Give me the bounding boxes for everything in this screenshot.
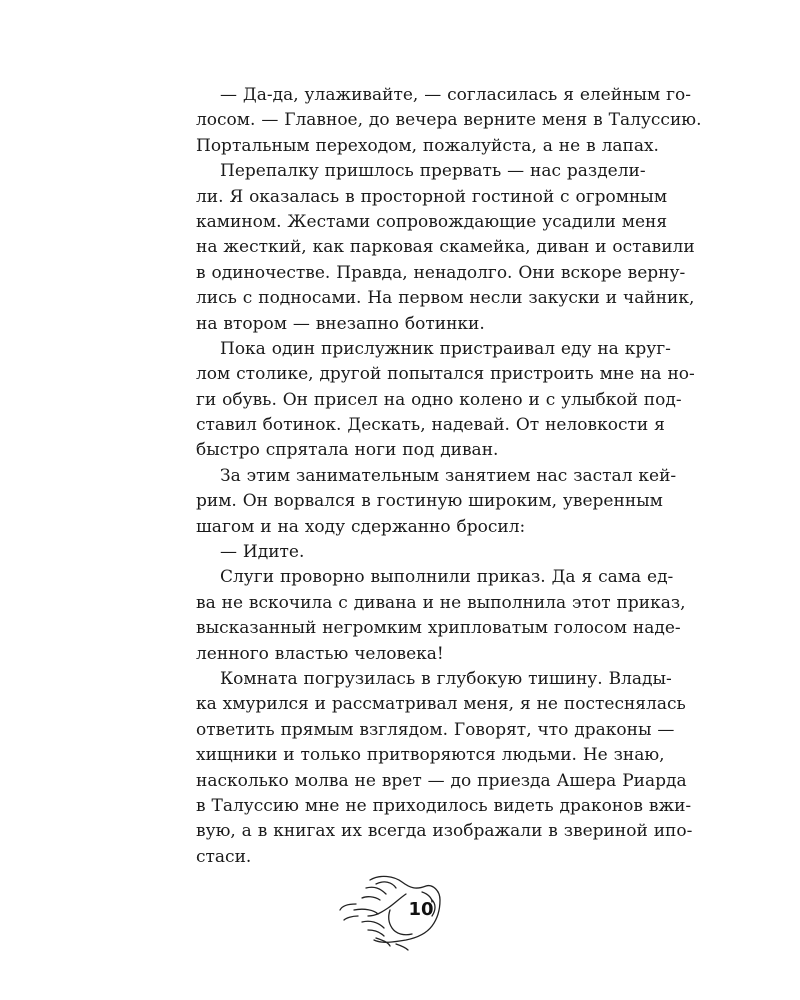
text-line: Пока один прислужник пристраивал еду на круг-: [220, 338, 671, 359]
text-line: насколько молва не врет — до приезда Ашера Риарда: [196, 770, 687, 791]
text-line: ли. Я оказалась в просторной гостиной с огромным: [196, 186, 668, 207]
text-line: ка хмурился и рассматривал меня, я не постеснялась: [196, 694, 686, 715]
text-line: Комната погрузилась в глубокую тишину. Влады-: [220, 668, 672, 689]
body-text: [196, 83, 702, 870]
text-line: быстро спрятала ноги под диван.: [196, 440, 499, 461]
text-line: — Идите.: [220, 542, 305, 563]
text-line: ответить прямым взглядом. Говорят, что драконы —: [196, 719, 675, 740]
text-line: в Талуссию мне не приходилось видеть драконов вжи-: [196, 795, 692, 816]
text-line: камином. Жестами сопровождающие усадили меня: [196, 211, 668, 232]
text-line: на втором — внезапно ботинки.: [196, 313, 485, 334]
text-line: стаси.: [196, 846, 252, 867]
page-number: 10: [408, 899, 434, 920]
text-line: в одиночестве. Правда, ненадолго. Они вскоре верну-: [196, 262, 686, 283]
text-line: высказанный негромким хрипловатым голосом наде-: [196, 618, 681, 639]
text-line: Перепалку пришлось прервать — нас раздели-: [220, 161, 646, 182]
text-line: Слуги проворно выполнили приказ. Да я сама ед-: [220, 567, 674, 588]
text-line: хищники и только притворяются людьми. Не знаю,: [196, 745, 665, 766]
text-line: ги обувь. Он присел на одно колено и с улыбкой под-: [196, 389, 682, 410]
text-line: За этим занимательным занятием нас застал кей-: [220, 465, 677, 486]
text-line: ва не вскочила с дивана и не выполнила этот приказ,: [196, 592, 686, 613]
text-line: лом столике, другой попытался пристроить мне на но-: [196, 364, 695, 385]
text-line: ленного властью человека!: [196, 643, 444, 664]
text-line: — Да-да, улаживайте, — согласилась я елейным го-: [220, 85, 691, 105]
text-line: вую, а в книгах их всегда изображали в звериной ипо-: [196, 821, 693, 842]
text-line: рим. Он ворвался в гостиную широким, уверенным: [196, 491, 663, 512]
text-line: лись с подносами. На первом несли закуски и чайник,: [196, 288, 695, 309]
text-line: на жесткий, как парковая скамейка, диван и оставили: [196, 237, 695, 258]
text-line: ставил ботинок. Дескать, надевай. От неловкости я: [196, 415, 665, 436]
text-line: шагом и на ходу сдержанно бросил:: [196, 516, 526, 537]
text-line: Портальным переходом, пожалуйста, а не в лапах.: [196, 135, 659, 156]
text-line: лосом. — Главное, до вечера верните меня в Талуссию.: [196, 110, 702, 131]
